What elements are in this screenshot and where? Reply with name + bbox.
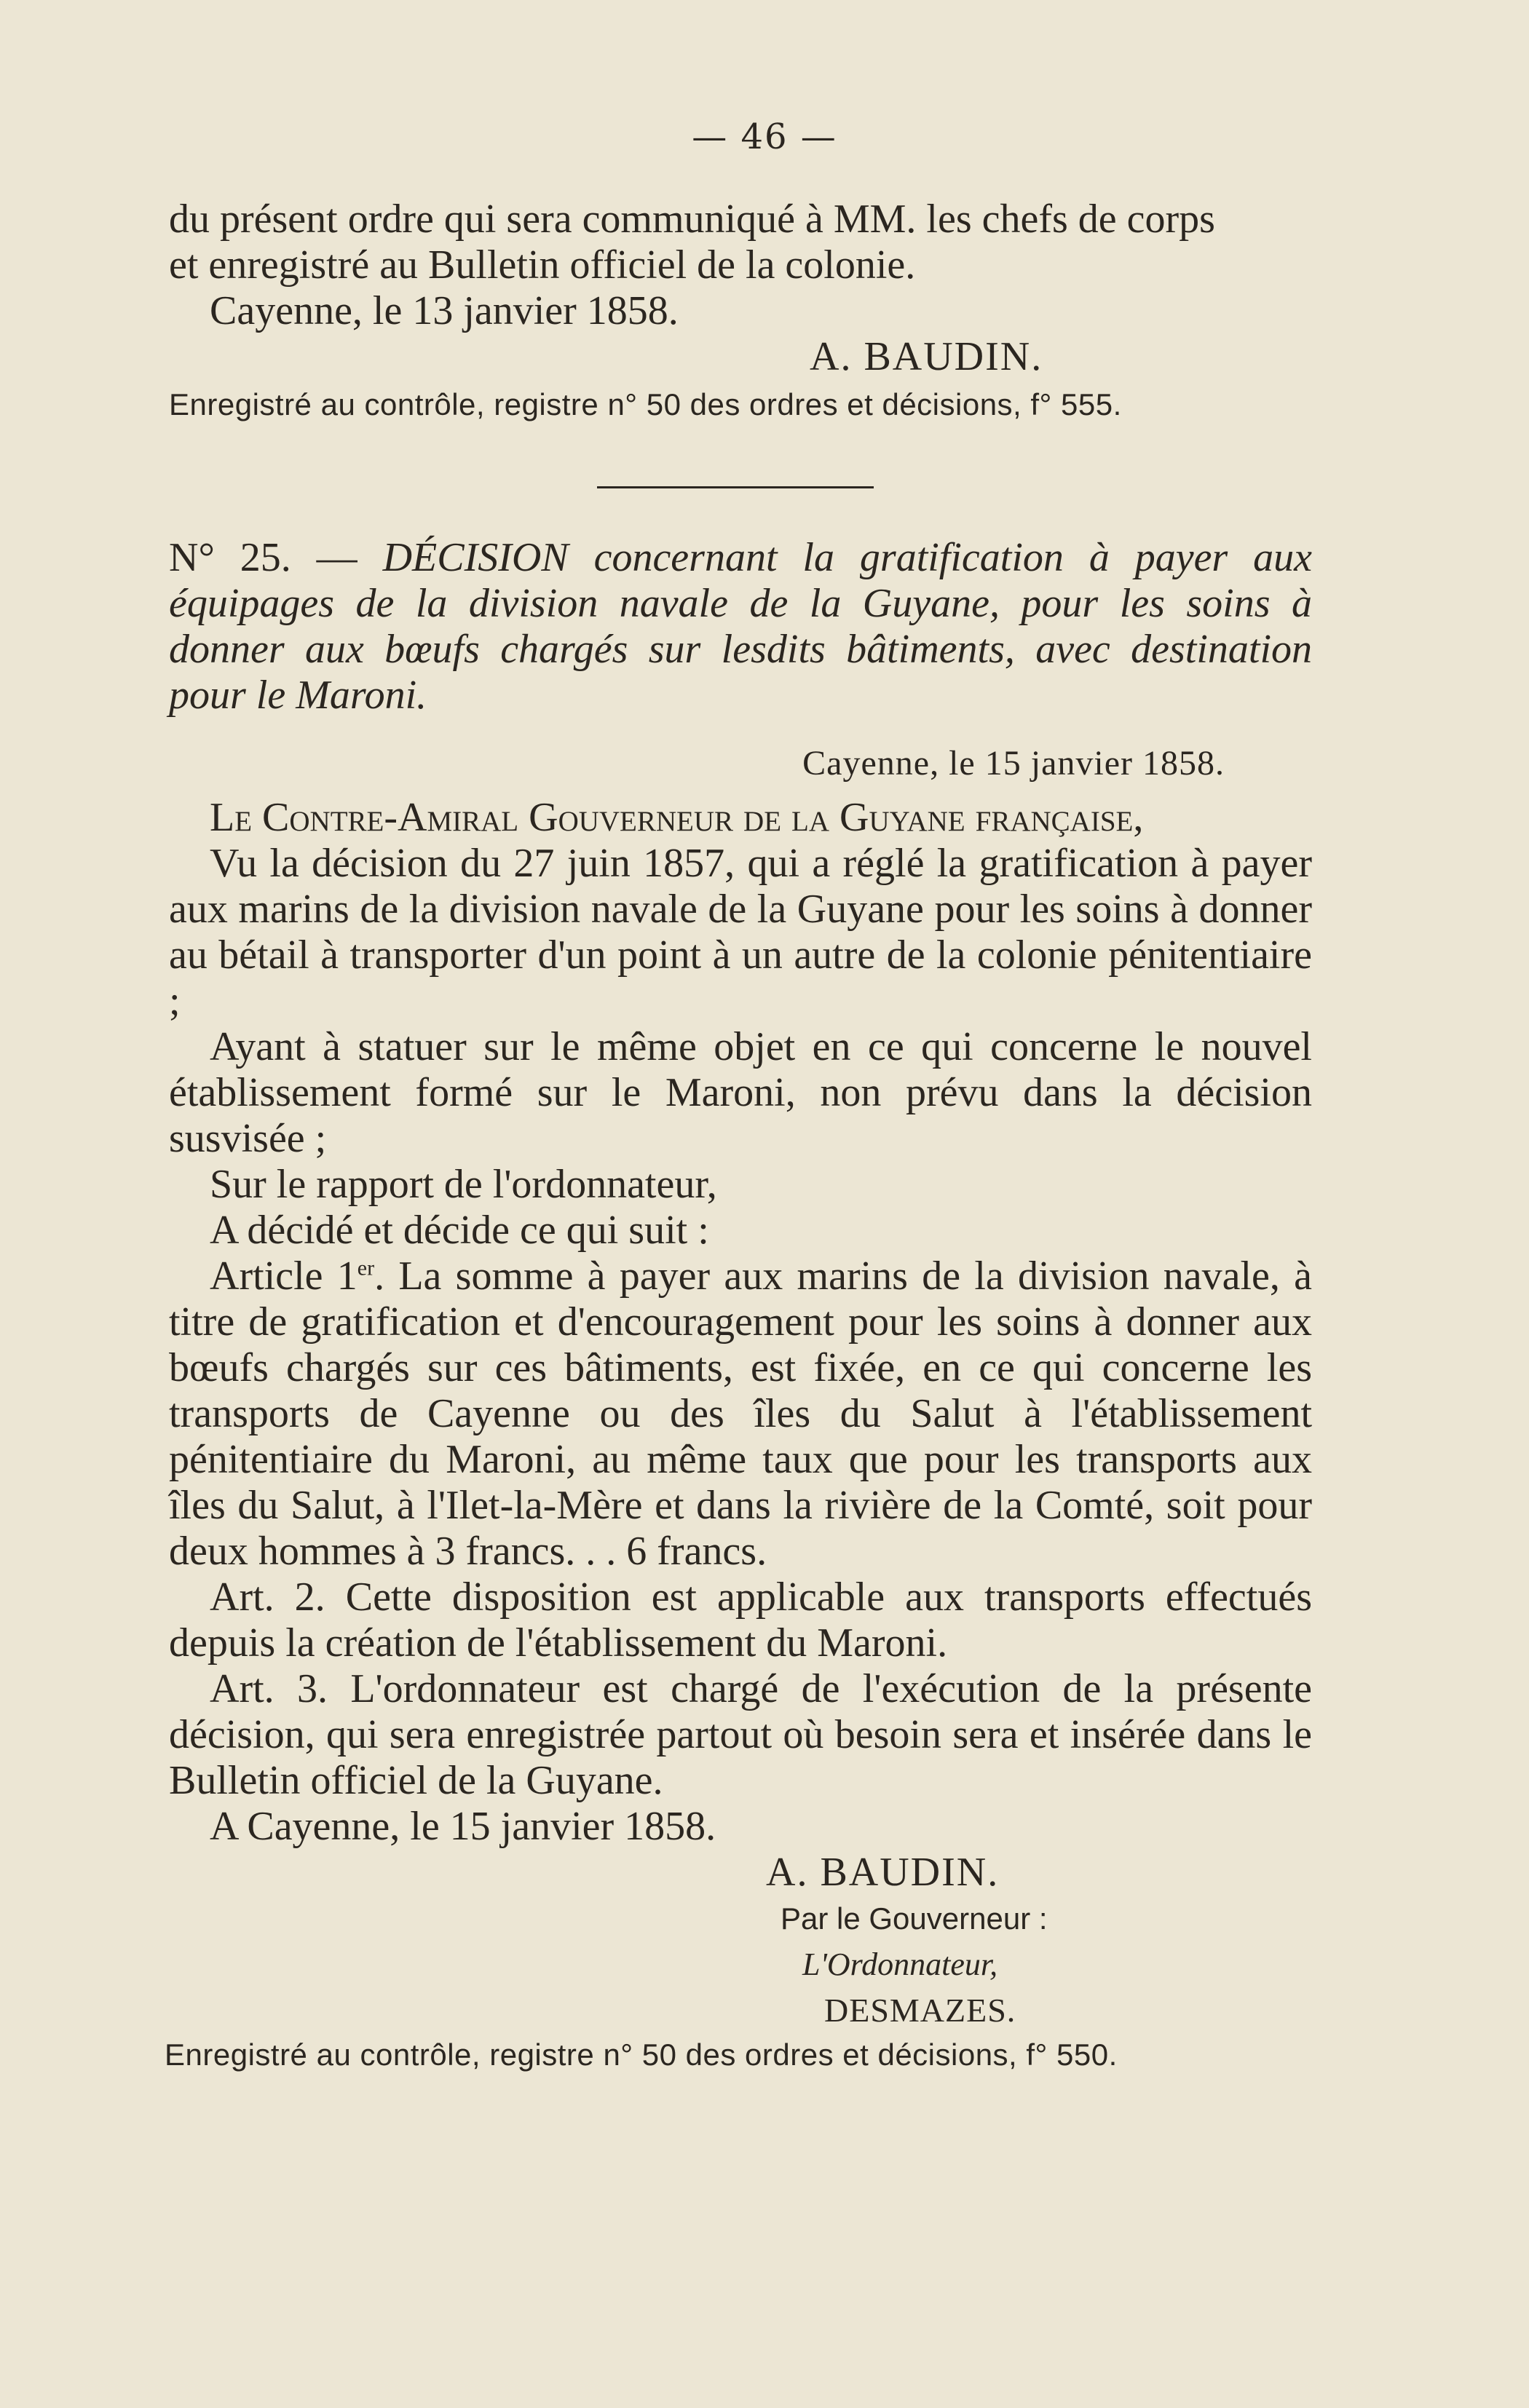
section-divider	[597, 486, 874, 488]
article-1-sup: er	[357, 1256, 375, 1280]
article-3: Art. 3. L'ordonnateur est chargé de l'exécution de la présente décision, qui sera enregistrée partout où besoin sera et insérée dans le Bulletin officiel de la Guyane.	[169, 1666, 1312, 1803]
ordonnateur-name: DESMAZES.	[824, 1992, 1016, 2029]
order-date: Cayenne, le 13 janvier 1858.	[210, 288, 679, 333]
decision-signature: A. BAUDIN.	[766, 1850, 1000, 1895]
order-text-line-1: du présent ordre qui sera communiqué à MM. les chefs de corps	[169, 197, 1215, 242]
decision-heading	[169, 535, 1312, 718]
decision-ayant: Ayant à statuer sur le même objet en ce qui concerne le nouvel établissement formé sur le Maroni, non prévu dans la décision susvisée ;	[169, 1024, 1312, 1161]
article-1-text: . La somme à payer aux marins de la division navale, à titre de gratification et d'encouragement pour les soins à donner aux bœufs chargés sur ces bâtiments, est fixée, en ce qui concerne les transports de Cayenne ou des îles du Salut à l'établissement pénitentiaire du Maroni, au même taux que pour les transports aux îles du Salut, à l'Ilet-la-Mère et dans la rivière de la Comté, soit pour deux hommes à 3 francs. . . 6 francs.	[169, 1253, 1313, 1574]
decision-block	[165, 535, 1313, 2077]
article-1	[169, 1253, 1312, 1575]
par-le-gouverneur: Par le Gouverneur :	[781, 1901, 1048, 1936]
order-text-line-2: et enregistré au Bulletin officiel de la colonie.	[169, 242, 916, 288]
page-number: — 46 —	[692, 116, 837, 157]
decision-date: Cayenne, le 15 janvier 1858.	[802, 744, 1225, 783]
decision-number: N° 25. —	[169, 535, 357, 580]
article-1-head: Article 1	[210, 1253, 357, 1299]
decision-sur: Sur le rapport de l'ordonnateur,	[210, 1162, 717, 1207]
decision-preamble: Le Contre-Amiral Gouverneur de la Guyane française,	[210, 795, 1144, 840]
article-2: Art. 2. Cette disposition est applicable aux transports effectués depuis la création de l'établissement du Maroni.	[169, 1575, 1312, 1666]
decision-decide: A décidé et décide ce qui suit :	[210, 1208, 709, 1253]
previous-order-conclusion	[169, 197, 1312, 427]
closing-date: A Cayenne, le 15 janvier 1858.	[210, 1804, 716, 1849]
order-signature: A. BAUDIN.	[810, 334, 1043, 379]
ordonnateur-title: L'Ordonnateur,	[802, 1946, 998, 1982]
order-registration: Enregistré au contrôle, registre n° 50 des ordres et décisions, f° 555.	[169, 387, 1122, 421]
decision-title: DÉCISION concernant la gratification à payer aux équipages de la division navale de la Guyane, pour les soins à donner aux bœufs chargés sur lesdits bâtiments, avec destination pour le Maroni.	[169, 535, 1312, 718]
decision-registration: Enregistré au contrôle, registre n° 50 des ordres et décisions, f° 550.	[165, 2037, 1118, 2072]
decision-vu: Vu la décision du 27 juin 1857, qui a réglé la gratification à payer aux marins de la division navale de la Guyane pour les soins à donner au bétail à transporter d'un point à un autre de la colonie pénitentiaire ;	[169, 841, 1312, 1023]
